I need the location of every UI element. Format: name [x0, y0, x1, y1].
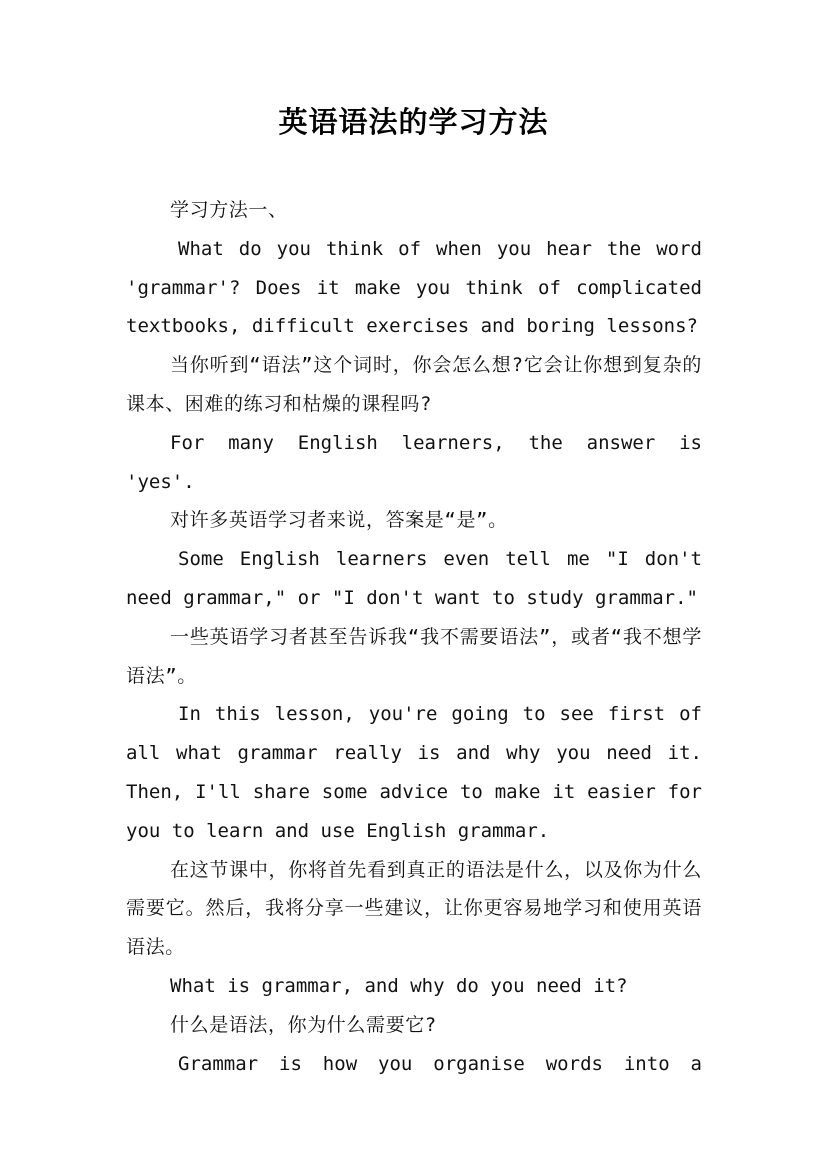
paragraph-en-grammar-question: What do you think of when you hear the word 'grammar'? Does it make you think of complicated textbooks, difficult exercises and boring lessons? — [126, 237, 702, 338]
paragraph-heading-method-one: 学习方法一、 — [170, 199, 288, 221]
paragraph-en-lesson-intro: In this lesson, you're going to see first of all what grammar really is and why you need it. Then, I'll share some advice to make it easier for you to learn and use English grammar. — [126, 703, 702, 842]
paragraph-zh-lesson-intro: 在这节课中，你将首先看到真正的语法是什么，以及你为什么需要它。然后，我将分享一些建议，让你更容易地学习和使用英语语法。 — [126, 858, 702, 959]
document-title: 英语语法的学习方法 — [278, 105, 549, 139]
paragraph-en-dont-need-grammar: Some English learners even tell me "I don't need grammar," or "I don't want to study grammar." — [126, 548, 702, 609]
document-body — [126, 191, 702, 1083]
paragraph-en-answer-yes: For many English learners, the answer is 'yes'. — [126, 431, 702, 493]
paragraph-zh-dont-need-grammar: 一些英语学习者甚至告诉我“我不需要语法”，或者“我不想学语法”。 — [126, 625, 702, 687]
paragraph-zh-what-is-grammar: 什么是语法，你为什么需要它? — [170, 1013, 437, 1036]
paragraph-en-what-is-grammar: What is grammar, and why do you need it? — [170, 974, 628, 997]
paragraph-zh-answer-yes: 对许多英语学习者来说，答案是“是”。 — [170, 509, 508, 532]
paragraph-zh-grammar-question: 当你听到“语法”这个词时，你会怎么想?它会让你想到复杂的课本、困难的练习和枯燥的课程吗? — [126, 354, 702, 415]
paragraph-en-grammar-definition: Grammar is how you organise words into a — [178, 1052, 702, 1075]
